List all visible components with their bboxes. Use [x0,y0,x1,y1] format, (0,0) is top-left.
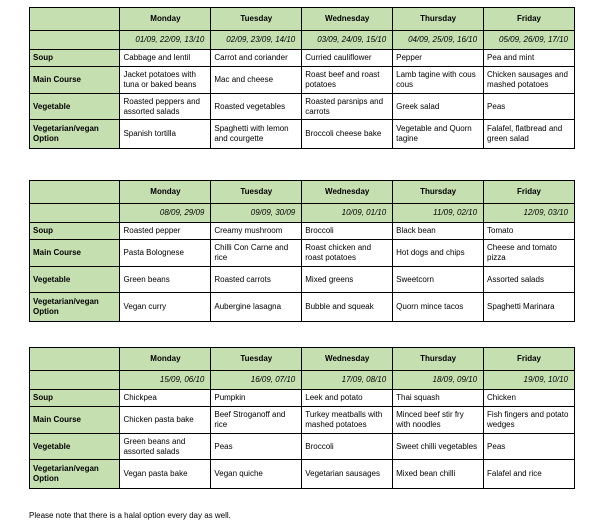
main-friday: Fish fingers and potato wedges [484,407,575,434]
veg-thursday: Sweetcorn [393,267,484,293]
week-3-menu-table [29,347,575,489]
main-course-row [30,240,575,267]
main-tuesday: Mac and cheese [211,67,302,94]
day-header-monday: Monday [120,181,211,204]
main-friday: Chicken sausages and mashed potatoes [484,67,575,94]
veg-monday: Green beans and assorted salads [120,434,211,460]
main-wednesday: Roast chicken and roast potatoes [302,240,393,267]
day-header-friday: Friday [484,348,575,371]
day-header-tuesday: Tuesday [211,8,302,31]
vegan-thursday: Vegetable and Quorn tagine [393,120,484,149]
vegan-monday: Spanish tortilla [120,120,211,149]
main-tuesday: Beef Stroganoff and rice [211,407,302,434]
day-header-friday: Friday [484,181,575,204]
row-label-soup: Soup [30,223,120,240]
date-thursday: 04/09, 25/09, 16/10 [393,31,484,50]
soup-tuesday: Carrot and coriander [211,50,302,67]
soup-wednesday: Leek and potato [302,390,393,407]
veg-thursday: Sweet chilli vegetables [393,434,484,460]
halal-footnote: Please note that there is a halal option every day as well. [29,511,231,520]
main-course-row [30,67,575,94]
day-header-wednesday: Wednesday [302,348,393,371]
row-label-vegetarian: Vegetarian/vegan Option [30,120,120,149]
soup-row [30,50,575,67]
date-monday: 08/09, 29/09 [120,204,211,223]
day-header-friday: Friday [484,8,575,31]
vegan-tuesday: Vegan quiche [211,460,302,489]
date-row [30,371,575,390]
soup-tuesday: Pumpkin [211,390,302,407]
veg-friday: Assorted salads [484,267,575,293]
vegan-wednesday: Broccoli cheese bake [302,120,393,149]
day-header-wednesday: Wednesday [302,181,393,204]
day-header-row [30,181,575,204]
main-thursday: Minced beef stir fry with noodles [393,407,484,434]
vegan-monday: Vegan curry [120,293,211,322]
date-row [30,204,575,223]
vegan-friday: Spaghetti Marinara [484,293,575,322]
vegan-wednesday: Vegetarian sausages [302,460,393,489]
day-header-tuesday: Tuesday [211,348,302,371]
veg-wednesday: Roasted parsnips and carrots [302,94,393,120]
vegetarian-option-row [30,293,575,322]
corner-cell [30,348,120,371]
date-friday: 05/09, 26/09, 17/10 [484,31,575,50]
veg-monday: Roasted peppers and assorted salads [120,94,211,120]
row-label-main-course: Main Course [30,67,120,94]
date-thursday: 18/09, 09/10 [393,371,484,390]
veg-friday: Peas [484,434,575,460]
soup-tuesday: Creamy mushroom [211,223,302,240]
row-label-main-course: Main Course [30,240,120,267]
row-label-vegetable: Vegetable [30,434,120,460]
vegetable-row [30,267,575,293]
vegan-friday: Falafel, flatbread and green salad [484,120,575,149]
vegan-friday: Falafel and rice [484,460,575,489]
date-label-cell [30,204,120,223]
veg-thursday: Greek salad [393,94,484,120]
soup-monday: Cabbage and lentil [120,50,211,67]
soup-row [30,390,575,407]
vegan-wednesday: Bubble and squeak [302,293,393,322]
vegan-thursday: Quorn mince tacos [393,293,484,322]
veg-friday: Peas [484,94,575,120]
soup-friday: Chicken [484,390,575,407]
main-wednesday: Turkey meatballs with mashed potatoes [302,407,393,434]
soup-wednesday: Broccoli [302,223,393,240]
row-label-vegetable: Vegetable [30,267,120,293]
date-tuesday: 09/09, 30/09 [211,204,302,223]
vegetarian-option-row [30,120,575,149]
date-thursday: 11/09, 02/10 [393,204,484,223]
corner-cell [30,8,120,31]
vegan-thursday: Mixed bean chilli [393,460,484,489]
soup-thursday: Thai squash [393,390,484,407]
soup-friday: Tomato [484,223,575,240]
veg-tuesday: Peas [211,434,302,460]
main-monday: Chicken pasta bake [120,407,211,434]
day-header-thursday: Thursday [393,181,484,204]
date-monday: 15/09, 06/10 [120,371,211,390]
soup-thursday: Pepper [393,50,484,67]
vegetarian-option-row [30,460,575,489]
date-friday: 12/09, 03/10 [484,204,575,223]
main-tuesday: Chilli Con Carne and rice [211,240,302,267]
vegetable-row [30,94,575,120]
corner-cell [30,181,120,204]
day-header-monday: Monday [120,8,211,31]
soup-wednesday: Curried cauliflower [302,50,393,67]
vegan-tuesday: Aubergine lasagna [211,293,302,322]
date-monday: 01/09, 22/09, 13/10 [120,31,211,50]
day-header-tuesday: Tuesday [211,181,302,204]
date-label-cell [30,31,120,50]
date-wednesday: 10/09, 01/10 [302,204,393,223]
soup-monday: Chickpea [120,390,211,407]
main-course-row [30,407,575,434]
row-label-vegetable: Vegetable [30,94,120,120]
main-monday: Jacket potatoes with tuna or baked beans [120,67,211,94]
veg-wednesday: Broccoli [302,434,393,460]
main-thursday: Lamb tagine with cous cous [393,67,484,94]
date-label-cell [30,371,120,390]
vegan-monday: Vegan pasta bake [120,460,211,489]
row-label-main-course: Main Course [30,407,120,434]
week-1-menu-table [29,7,575,149]
day-header-row [30,348,575,371]
day-header-thursday: Thursday [393,8,484,31]
day-header-thursday: Thursday [393,348,484,371]
main-wednesday: Roast beef and roast potatoes [302,67,393,94]
date-row [30,31,575,50]
veg-tuesday: Roasted carrots [211,267,302,293]
row-label-soup: Soup [30,390,120,407]
row-label-soup: Soup [30,50,120,67]
vegan-tuesday: Spaghetti with lemon and courgette [211,120,302,149]
veg-tuesday: Roasted vegetables [211,94,302,120]
veg-monday: Green beans [120,267,211,293]
soup-row [30,223,575,240]
main-friday: Cheese and tomato pizza [484,240,575,267]
soup-friday: Pea and mint [484,50,575,67]
row-label-vegetarian: Vegetarian/vegan Option [30,460,120,489]
vegetable-row [30,434,575,460]
date-tuesday: 02/09, 23/09, 14/10 [211,31,302,50]
date-tuesday: 16/09, 07/10 [211,371,302,390]
soup-thursday: Black bean [393,223,484,240]
day-header-monday: Monday [120,348,211,371]
day-header-wednesday: Wednesday [302,8,393,31]
veg-wednesday: Mixed greens [302,267,393,293]
date-wednesday: 03/09, 24/09, 15/10 [302,31,393,50]
soup-monday: Roasted pepper [120,223,211,240]
day-header-row [30,8,575,31]
main-monday: Pasta Bolognese [120,240,211,267]
date-friday: 19/09, 10/10 [484,371,575,390]
row-label-vegetarian: Vegetarian/vegan Option [30,293,120,322]
main-thursday: Hot dogs and chips [393,240,484,267]
week-2-menu-table [29,180,575,322]
date-wednesday: 17/09, 08/10 [302,371,393,390]
